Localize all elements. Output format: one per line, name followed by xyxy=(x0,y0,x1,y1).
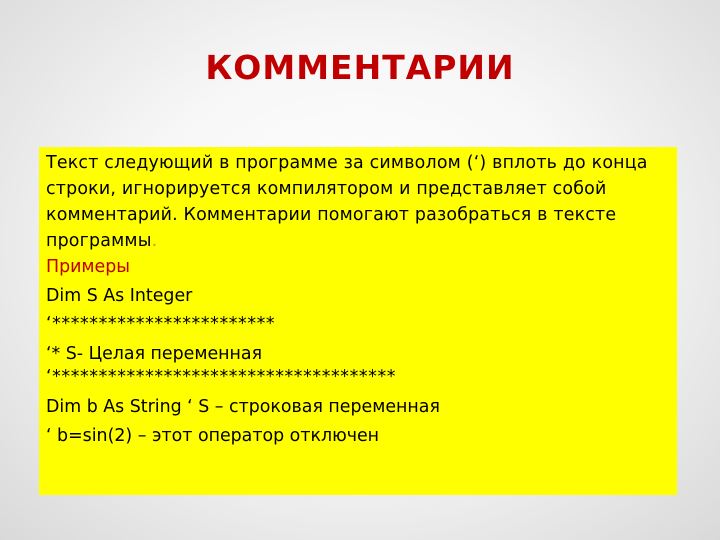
code-line-5: Dim b As String ‘ S – строковая переменная xyxy=(46,397,440,417)
code-line-3: ‘* S- Целая переменная xyxy=(46,344,263,364)
slide-title: КОММЕНТАРИИ xyxy=(205,48,515,87)
code-line-6: ‘ b=sin(2) – этот оператор отключен xyxy=(46,426,380,446)
code-line-1: Dim S As Integer xyxy=(46,286,193,306)
code-line-2: ‘************************ xyxy=(46,314,276,334)
description-paragraph xyxy=(46,150,674,254)
description-end-dot: . xyxy=(151,231,158,251)
examples-label: Примеры xyxy=(46,257,131,277)
description-text: Текст следующий в программе за символом (‘) вплоть до конца строки, игнорируется компилятором и представляет собой комментарий. Комментарии помогают разобраться в тексте программы xyxy=(46,153,648,251)
content-text xyxy=(46,150,674,451)
code-line-4: ‘************************************* xyxy=(46,367,397,387)
